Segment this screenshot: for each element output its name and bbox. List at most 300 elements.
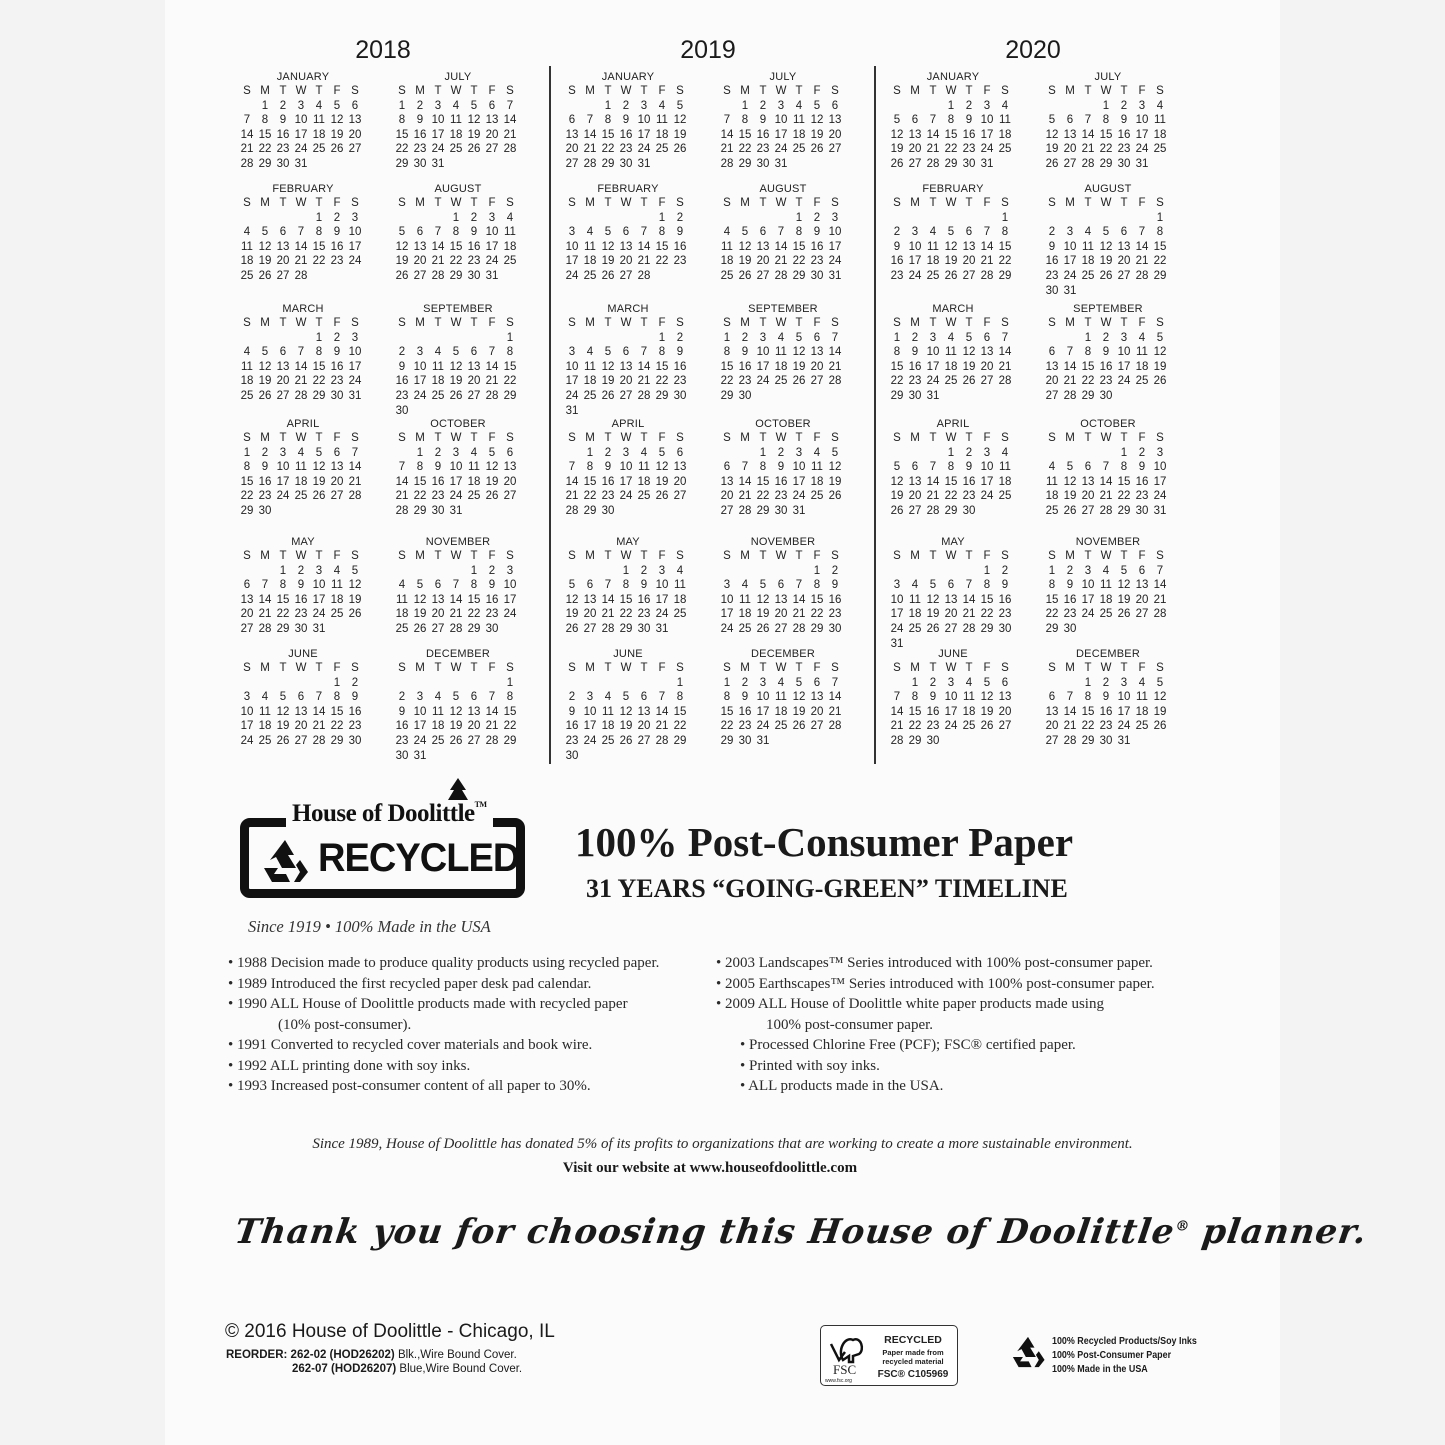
day-cell: 18: [998, 475, 1012, 488]
timeline-item: • Processed Chlorine Free (PCF); FSC® certified paper.: [740, 1037, 1076, 1053]
day-cell: 4: [586, 226, 594, 239]
day-cell: 8: [723, 346, 731, 359]
day-cell: 12: [756, 593, 770, 606]
day-cell: 22: [980, 608, 994, 621]
day-cell: 23: [413, 143, 427, 156]
day-cell: 15: [738, 128, 752, 141]
day-cell: 10: [1081, 579, 1095, 592]
month-name: JULY: [769, 71, 797, 83]
day-cell: 28: [738, 504, 752, 517]
day-cell: 23: [330, 255, 344, 268]
day-cell: 22: [655, 255, 669, 268]
day-cell: 14: [601, 593, 615, 606]
month-july: [718, 70, 848, 172]
weekday-label: T: [1120, 432, 1128, 444]
day-cell: 16: [998, 593, 1012, 606]
month-march: [563, 302, 693, 418]
day-cell: 13: [276, 240, 290, 253]
day-cell: 20: [720, 490, 734, 503]
weekday-label: S: [1001, 550, 1009, 562]
day-cell: 6: [965, 226, 973, 239]
day-cell: 19: [312, 475, 326, 488]
day-cell: 19: [962, 360, 976, 373]
month-october: [393, 417, 523, 519]
day-cell: 23: [926, 720, 940, 733]
day-cell: 8: [658, 226, 666, 239]
day-cell: 4: [640, 446, 648, 459]
day-cell: 15: [908, 705, 922, 718]
day-cell: 24: [890, 622, 904, 635]
day-cell: 2: [488, 564, 496, 577]
day-cell: 20: [240, 608, 254, 621]
day-cell: 6: [831, 99, 839, 112]
day-cell: 9: [911, 346, 919, 359]
day-cell: 11: [638, 461, 650, 474]
day-cell: 30: [673, 389, 687, 402]
day-cell: 14: [962, 593, 976, 606]
day-cell: 14: [998, 346, 1012, 359]
day-cell: 12: [276, 705, 290, 718]
day-cell: 11: [602, 705, 614, 718]
day-cell: 27: [637, 734, 651, 747]
day-cell: 7: [929, 114, 937, 127]
weekday-label: F: [813, 85, 821, 97]
day-cell: 4: [1138, 676, 1146, 689]
day-cell: 12: [449, 705, 463, 718]
day-cell: 20: [810, 705, 824, 718]
weekday-label: S: [1048, 85, 1056, 97]
day-cell: 2: [911, 331, 919, 344]
day-cell: 21: [1099, 490, 1113, 503]
day-cell: 1: [622, 564, 630, 577]
day-cell: 28: [312, 734, 326, 747]
day-cell: 17: [908, 255, 922, 268]
day-cell: 27: [1045, 389, 1059, 402]
day-cell: 5: [351, 564, 359, 577]
day-cell: 31: [637, 157, 651, 170]
day-cell: 24: [294, 143, 308, 156]
month-name: NOVEMBER: [425, 536, 491, 548]
day-cell: 24: [908, 269, 922, 282]
day-cell: 23: [998, 608, 1012, 621]
day-cell: 31: [312, 622, 326, 635]
day-cell: 18: [503, 240, 517, 253]
day-cell: 6: [983, 331, 991, 344]
weekday-label: W: [1100, 317, 1112, 329]
weekday-label: T: [434, 317, 442, 329]
logo-brand: House of Doolittle™: [286, 800, 493, 828]
day-cell: 15: [756, 475, 770, 488]
weekday-label: S: [676, 432, 684, 444]
day-cell: 8: [813, 579, 821, 592]
day-cell: 27: [294, 734, 308, 747]
month-august: [718, 182, 848, 284]
day-cell: 15: [1117, 475, 1131, 488]
fsc-label: [820, 1325, 958, 1386]
day-cell: 24: [413, 389, 427, 402]
day-cell: 9: [929, 691, 937, 704]
day-cell: 18: [908, 608, 922, 621]
recycle-icon: [260, 838, 310, 884]
month-grid: [393, 316, 523, 418]
day-cell: 9: [568, 705, 576, 718]
day-cell: 29: [980, 622, 994, 635]
month-name: MAY: [291, 536, 315, 548]
weekday-label: T: [965, 317, 973, 329]
weekday-label: M: [585, 432, 595, 444]
day-cell: 7: [640, 226, 648, 239]
day-cell: 22: [944, 143, 958, 156]
day-cell: 14: [485, 705, 499, 718]
day-cell: 24: [1063, 269, 1077, 282]
day-cell: 11: [1082, 240, 1094, 253]
day-cell: 28: [926, 157, 940, 170]
day-cell: 28: [601, 622, 615, 635]
weekday-label: T: [315, 85, 323, 97]
weekday-label: T: [640, 662, 648, 674]
month-grid: [888, 661, 1018, 749]
day-cell: 2: [434, 446, 442, 459]
day-cell: 25: [962, 720, 976, 733]
day-cell: 24: [1081, 608, 1095, 621]
day-cell: 23: [294, 608, 308, 621]
day-cell: 27: [503, 490, 517, 503]
day-cell: 22: [1099, 143, 1113, 156]
month-grid: [1043, 661, 1173, 749]
day-cell: 8: [893, 346, 901, 359]
day-cell: 31: [413, 749, 427, 762]
day-cell: 19: [348, 593, 362, 606]
day-cell: 3: [759, 331, 767, 344]
day-cell: 9: [1138, 461, 1146, 474]
day-cell: 8: [983, 579, 991, 592]
day-cell: 30: [962, 157, 976, 170]
day-cell: 21: [312, 720, 326, 733]
weekday-label: S: [398, 550, 406, 562]
day-cell: 17: [828, 240, 842, 253]
day-cell: 13: [503, 461, 517, 474]
day-cell: 6: [911, 114, 919, 127]
day-cell: 27: [240, 622, 254, 635]
day-cell: 25: [312, 143, 326, 156]
day-cell: 20: [1063, 143, 1077, 156]
day-cell: 8: [759, 461, 767, 474]
day-cell: 3: [911, 226, 919, 239]
day-cell: 20: [944, 608, 958, 621]
day-cell: 21: [1081, 143, 1095, 156]
year-title: 2019: [680, 36, 736, 64]
weekday-label: S: [1156, 317, 1164, 329]
weekday-label: T: [279, 85, 287, 97]
thank-you-message: Thank you for choosing this House of Doolittle® planner.: [232, 1212, 1370, 1252]
day-cell: 15: [1081, 705, 1095, 718]
day-cell: 1: [676, 676, 684, 689]
day-cell: 17: [980, 128, 994, 141]
weekday-label: M: [910, 662, 920, 674]
timeline-item: • ALL products made in the USA.: [740, 1078, 944, 1094]
day-cell: 11: [468, 461, 480, 474]
day-cell: 25: [673, 608, 687, 621]
day-cell: 18: [1081, 255, 1095, 268]
day-cell: 26: [926, 622, 940, 635]
day-cell: 1: [1048, 564, 1056, 577]
day-cell: 20: [413, 255, 427, 268]
day-cell: 18: [774, 705, 788, 718]
month-grid: [1043, 431, 1173, 519]
day-cell: 24: [756, 720, 770, 733]
day-cell: 2: [398, 346, 406, 359]
day-cell: 14: [485, 360, 499, 373]
day-cell: 23: [1099, 720, 1113, 733]
day-cell: 4: [1001, 99, 1009, 112]
day-cell: 11: [909, 593, 921, 606]
day-cell: 27: [276, 269, 290, 282]
weekday-label: S: [1156, 550, 1164, 562]
day-cell: 30: [756, 157, 770, 170]
day-cell: 18: [240, 255, 254, 268]
month-grid: [238, 316, 368, 404]
timeline-item: • 1993 Increased post-consumer content of all paper to 30%.: [228, 1078, 591, 1094]
day-cell: 19: [276, 720, 290, 733]
day-cell: 16: [756, 128, 770, 141]
day-cell: 11: [1046, 475, 1058, 488]
day-cell: 15: [330, 705, 344, 718]
day-cell: 11: [331, 579, 343, 592]
day-cell: 22: [312, 255, 326, 268]
day-cell: 11: [396, 593, 408, 606]
day-cell: 10: [485, 226, 499, 239]
day-cell: 6: [434, 579, 442, 592]
weekday-label: S: [831, 197, 839, 209]
day-cell: 16: [673, 240, 687, 253]
day-cell: 24: [565, 389, 579, 402]
day-cell: 12: [258, 240, 272, 253]
weekday-label: W: [620, 662, 632, 674]
day-cell: 10: [1117, 346, 1131, 359]
weekday-label: T: [929, 662, 937, 674]
weekday-label: F: [333, 85, 341, 97]
day-cell: 21: [655, 720, 669, 733]
day-cell: 21: [583, 143, 597, 156]
month-june: [563, 647, 693, 763]
weekday-label: M: [1065, 550, 1075, 562]
day-cell: 17: [619, 475, 633, 488]
weekday-label: F: [488, 317, 496, 329]
weekday-label: T: [315, 550, 323, 562]
day-cell: 11: [584, 360, 596, 373]
year-title: 2020: [1005, 36, 1061, 64]
day-cell: 17: [1135, 128, 1149, 141]
day-cell: 11: [241, 240, 253, 253]
day-cell: 8: [1102, 114, 1110, 127]
day-cell: 14: [431, 240, 445, 253]
day-cell: 7: [795, 579, 803, 592]
day-cell: 30: [1117, 157, 1131, 170]
day-cell: 4: [586, 346, 594, 359]
day-cell: 26: [601, 389, 615, 402]
day-cell: 27: [619, 269, 633, 282]
day-cell: 25: [998, 143, 1012, 156]
weekday-label: M: [415, 662, 425, 674]
weekday-label: T: [1120, 550, 1128, 562]
day-cell: 3: [1066, 226, 1074, 239]
day-cell: 24: [485, 255, 499, 268]
day-cell: 14: [1081, 128, 1095, 141]
weekday-label: S: [1001, 432, 1009, 444]
weekday-label: W: [620, 432, 632, 444]
day-cell: 4: [777, 331, 785, 344]
weekday-label: S: [568, 317, 576, 329]
day-cell: 19: [756, 608, 770, 621]
day-cell: 12: [1117, 579, 1131, 592]
day-cell: 24: [348, 375, 362, 388]
day-cell: 19: [655, 475, 669, 488]
day-cell: 30: [395, 404, 409, 417]
month-grid: [393, 431, 523, 519]
day-cell: 26: [1099, 269, 1113, 282]
weekday-label: M: [415, 197, 425, 209]
day-cell: 2: [831, 564, 839, 577]
day-cell: 10: [1153, 461, 1167, 474]
day-cell: 25: [467, 490, 481, 503]
day-cell: 26: [467, 143, 481, 156]
day-cell: 12: [962, 346, 976, 359]
weekday-label: M: [415, 317, 425, 329]
day-cell: 8: [741, 114, 749, 127]
day-cell: 3: [723, 579, 731, 592]
day-cell: 5: [1102, 226, 1110, 239]
weekday-label: S: [506, 662, 514, 674]
weekday-label: S: [831, 432, 839, 444]
day-cell: 29: [503, 734, 517, 747]
day-cell: 27: [1081, 504, 1095, 517]
weekday-label: W: [945, 197, 957, 209]
day-cell: 22: [312, 375, 326, 388]
day-cell: 11: [1136, 691, 1148, 704]
day-cell: 9: [1120, 114, 1128, 127]
day-cell: 1: [1156, 211, 1164, 224]
weekday-label: S: [723, 550, 731, 562]
day-cell: 5: [488, 446, 496, 459]
day-cell: 21: [738, 490, 752, 503]
day-cell: 10: [720, 593, 734, 606]
month-grid: [563, 316, 693, 418]
weekday-label: W: [775, 85, 787, 97]
day-cell: 1: [759, 446, 767, 459]
day-cell: 2: [813, 211, 821, 224]
day-cell: 7: [297, 226, 305, 239]
day-cell: 20: [908, 143, 922, 156]
day-cell: 9: [261, 461, 269, 474]
month-name: JUNE: [288, 648, 318, 660]
day-cell: 20: [431, 608, 445, 621]
day-cell: 1: [1084, 676, 1092, 689]
day-cell: 23: [276, 143, 290, 156]
day-cell: 26: [673, 143, 687, 156]
day-cell: 8: [1120, 461, 1128, 474]
day-cell: 17: [944, 705, 958, 718]
timeline-item: • 1989 Introduced the first recycled paper desk pad calendar.: [228, 975, 592, 992]
day-cell: 23: [1045, 269, 1059, 282]
day-cell: 10: [348, 226, 362, 239]
day-cell: 25: [1135, 375, 1149, 388]
day-cell: 4: [243, 346, 251, 359]
weekday-label: W: [775, 662, 787, 674]
day-cell: 14: [583, 128, 597, 141]
day-cell: 14: [312, 705, 326, 718]
weekday-label: M: [1065, 197, 1075, 209]
day-cell: 24: [1153, 490, 1167, 503]
day-cell: 9: [777, 461, 785, 474]
day-cell: 2: [470, 211, 478, 224]
weekday-label: S: [243, 550, 251, 562]
weekday-label: T: [434, 197, 442, 209]
day-cell: 30: [998, 622, 1012, 635]
day-cell: 29: [673, 734, 687, 747]
day-cell: 19: [792, 360, 806, 373]
day-cell: 5: [795, 676, 803, 689]
day-cell: 14: [828, 691, 842, 704]
day-cell: 27: [774, 622, 788, 635]
day-cell: 26: [601, 269, 615, 282]
weekday-label: S: [506, 550, 514, 562]
day-cell: 30: [926, 734, 940, 747]
day-cell: 15: [890, 360, 904, 373]
day-cell: 23: [962, 490, 976, 503]
weekday-label: S: [723, 432, 731, 444]
day-cell: 6: [723, 461, 731, 474]
day-cell: 20: [619, 375, 633, 388]
weekday-label: F: [813, 550, 821, 562]
day-cell: 16: [395, 375, 409, 388]
day-cell: 13: [1081, 475, 1095, 488]
weekday-label: M: [910, 197, 920, 209]
day-cell: 23: [565, 734, 579, 747]
day-cell: 2: [1048, 226, 1056, 239]
day-cell: 13: [619, 240, 633, 253]
day-cell: 13: [756, 240, 770, 253]
day-cell: 30: [810, 269, 824, 282]
day-cell: 8: [470, 579, 478, 592]
day-cell: 14: [926, 475, 940, 488]
day-cell: 20: [1117, 255, 1131, 268]
day-cell: 4: [658, 99, 666, 112]
weekday-label: T: [640, 550, 648, 562]
day-cell: 10: [890, 593, 904, 606]
day-cell: 30: [1099, 389, 1113, 402]
day-cell: 19: [980, 705, 994, 718]
day-cell: 1: [586, 446, 594, 459]
day-cell: 2: [261, 446, 269, 459]
day-cell: 13: [1135, 579, 1149, 592]
day-cell: 9: [333, 346, 341, 359]
day-cell: 28: [720, 157, 734, 170]
day-cell: 27: [810, 720, 824, 733]
day-cell: 22: [276, 608, 290, 621]
day-cell: 19: [1153, 705, 1167, 718]
month-name: DECEMBER: [426, 648, 490, 660]
day-cell: 12: [1099, 240, 1113, 253]
day-cell: 29: [720, 734, 734, 747]
day-cell: 4: [813, 446, 821, 459]
weekday-label: F: [983, 317, 991, 329]
day-cell: 26: [962, 375, 976, 388]
fsc-mark: FSC: [833, 1362, 857, 1377]
month-name: SEPTEMBER: [423, 303, 493, 315]
day-cell: 20: [1135, 593, 1149, 606]
day-cell: 24: [449, 490, 463, 503]
day-cell: 6: [1120, 226, 1128, 239]
